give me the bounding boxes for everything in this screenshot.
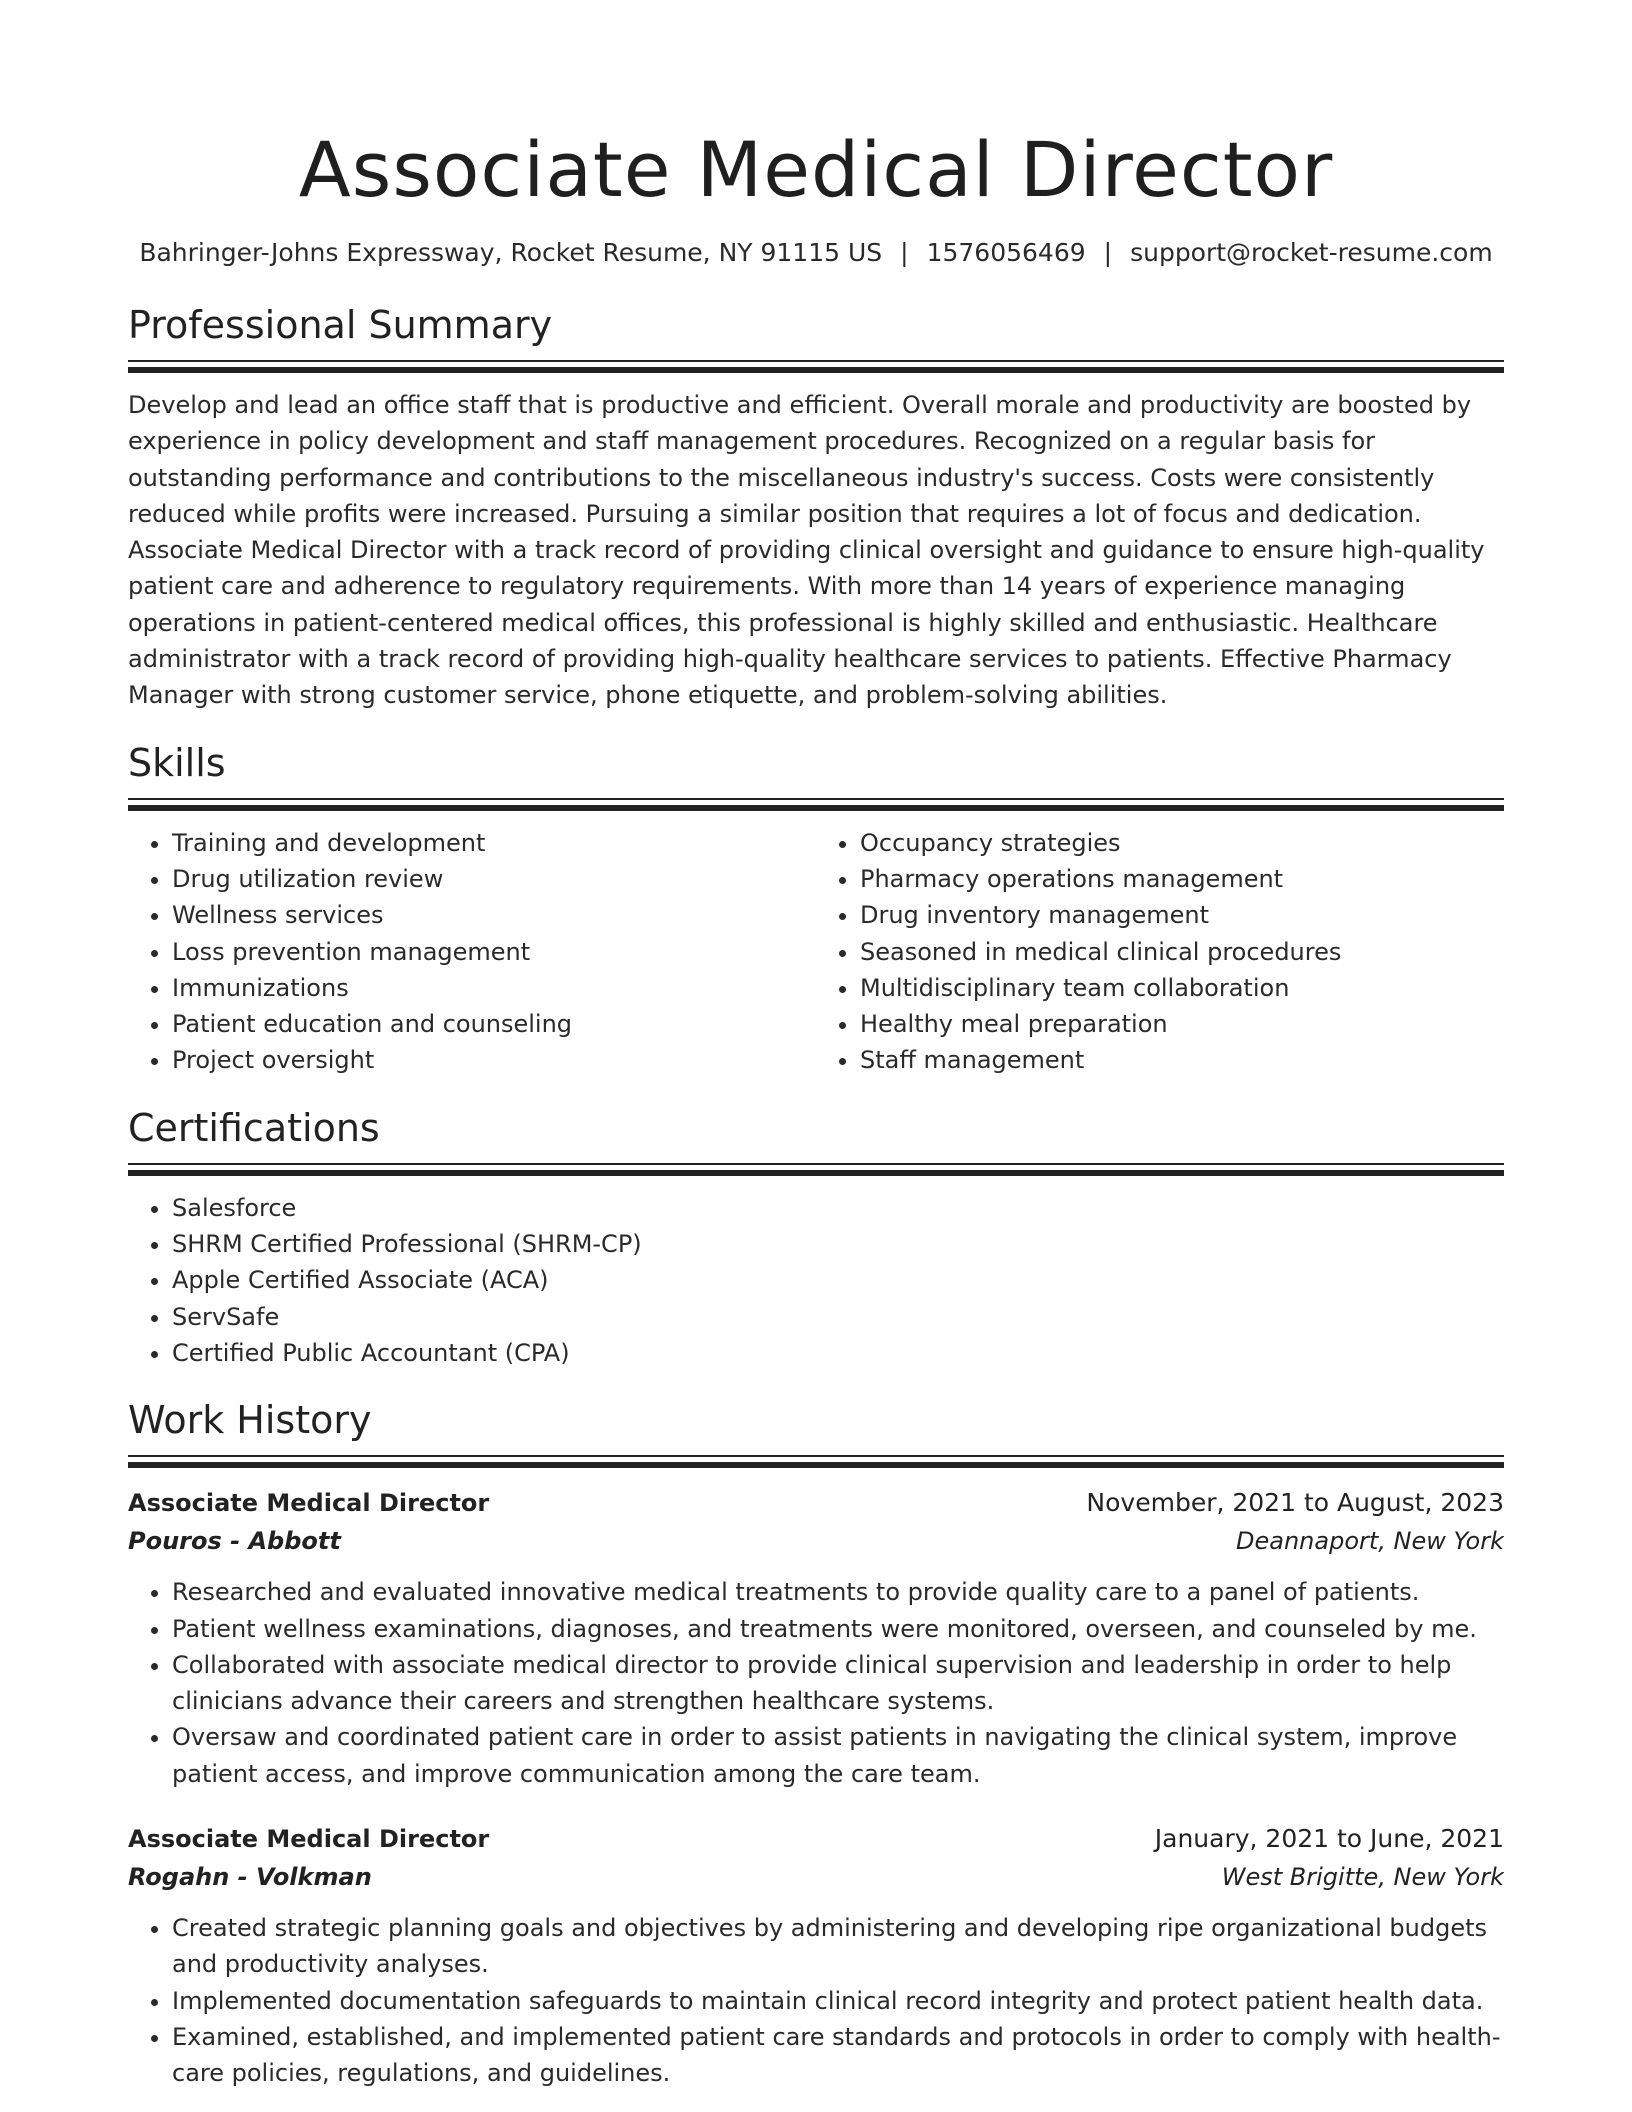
work-history-section [128,1395,1504,2091]
work-history-heading: Work History [128,1398,372,1443]
job-bullets [128,1574,1504,1792]
skill-item: • Staff management [860,1042,1504,1078]
skill-item: • Training and development [172,825,816,861]
certification-item: • Apple Certified Associate (ACA) [172,1262,1504,1298]
job-title: Associate Medical Director [128,1825,490,1854]
skill-item: • Drug utilization review [172,861,816,897]
job-company: Pouros - Abbott [128,1527,341,1556]
job-company-row [128,1858,1504,1896]
certifications-list [128,1190,1504,1371]
skills-columns [128,825,1504,1079]
certifications-section [128,1103,1504,1371]
skill-item: • Patient education and counseling [172,1006,816,1042]
contact-email: support@rocket-resume.com [1130,238,1493,267]
skill-item: • Seasoned in medical clinical procedures [860,934,1504,970]
certifications-heading: Certifications [128,1105,380,1150]
job-bullet: • Created strategic planning goals and objectives by administering and developing ripe organizational budgets and productivity analyses. [172,1910,1504,1983]
skill-item: • Multidisciplinary team collaboration [860,970,1504,1006]
contact-separator: | [1103,238,1113,267]
skills-left-list [128,825,816,1079]
skills-right-list [816,825,1504,1079]
job-location: Deannaport, New York [1236,1527,1504,1556]
job-dates: January, 2021 to June, 2021 [1154,1824,1504,1854]
certification-item: • ServSafe [172,1299,1504,1335]
skill-item: • Pharmacy operations management [860,861,1504,897]
skill-item: • Loss prevention management [172,934,816,970]
section-divider [128,1455,1504,1470]
contact-phone: 1576056469 [926,238,1086,267]
resume-page [128,0,1504,2112]
job-entry [128,1484,1504,1792]
skills-heading: Skills [128,740,226,785]
job-title: Associate Medical Director [128,1489,490,1518]
job-company: Rogahn - Volkman [128,1863,372,1892]
contact-separator: | [900,238,909,267]
certification-item: • Salesforce [172,1190,1504,1226]
job-location: West Brigitte, New York [1221,1863,1504,1892]
job-entry [128,1820,1504,2091]
skill-item: • Drug inventory management [860,897,1504,933]
job-bullet: • Oversaw and coordinated patient care in order to assist patients in navigating the clinical system, improve patient access, and improve communication among the care team. [172,1719,1504,1792]
job-header-row [128,1484,1504,1522]
job-bullet: • Implemented documentation safeguards to maintain clinical record integrity and protect patient health data. [172,1983,1504,2019]
job-bullet: • Collaborated with associate medical director to provide clinical supervision and leadership in order to help clinicians advance their careers and strengthen healthcare systems. [172,1647,1504,1720]
skills-section [128,738,1504,1079]
job-bullet: • Examined, established, and implemented patient care standards and protocols in order to comply with health-care policies, regulations, and guidelines. [172,2019,1504,2092]
skill-item: • Wellness services [172,897,816,933]
skill-item: • Project oversight [172,1042,816,1078]
section-divider [128,798,1504,813]
summary-text: Develop and lead an office staff that is productive and efficient. Overall morale and productivity are boosted by experience in policy development and staff management procedures. Recognized on a regular basis for outstanding performance and contributions to the miscellaneous industry's success. Costs were consistently reduced while profits were increased. Pursuing a similar position that requires a lot of focus and dedication. Associate Medical Director with a track record of providing clinical oversight and guidance to ensure high-quality patient care and adherence to regulatory requirements. With more than 14 years of experience managing operations in patient-centered medical offices, this professional is highly skilled and enthusiastic. Healthcare administrator with a track record of providing high-quality healthcare services to patients. Effective Pharmacy Manager with strong customer service, phone etiquette, and problem-solving abilities. [128,391,1485,710]
job-header-row [128,1820,1504,1858]
contact-address: Bahringer-Johns Expressway, Rocket Resume, NY 91115 US [139,238,883,267]
certification-item: • Certified Public Accountant (CPA) [172,1335,1504,1371]
section-divider [128,360,1504,375]
summary-heading: Professional Summary [128,303,553,347]
skill-item: • Healthy meal preparation [860,1006,1504,1042]
certification-item: • SHRM Certified Professional (SHRM-CP) [172,1226,1504,1262]
skill-item: • Occupancy strategies [860,825,1504,861]
contact-line [128,236,1504,270]
job-dates: November, 2021 to August, 2023 [1086,1488,1504,1518]
job-bullets [128,1910,1504,2091]
job-bullet: • Researched and evaluated innovative medical treatments to provide quality care to a panel of patients. [172,1574,1504,1610]
resume-name-title: Associate Medical Director [298,125,1334,214]
skill-item: • Immunizations [172,970,816,1006]
section-divider [128,1163,1504,1178]
summary-section [128,300,1504,714]
job-company-row [128,1522,1504,1560]
job-bullet: • Patient wellness examinations, diagnoses, and treatments were monitored, overseen, and counseled by me. [172,1611,1504,1647]
